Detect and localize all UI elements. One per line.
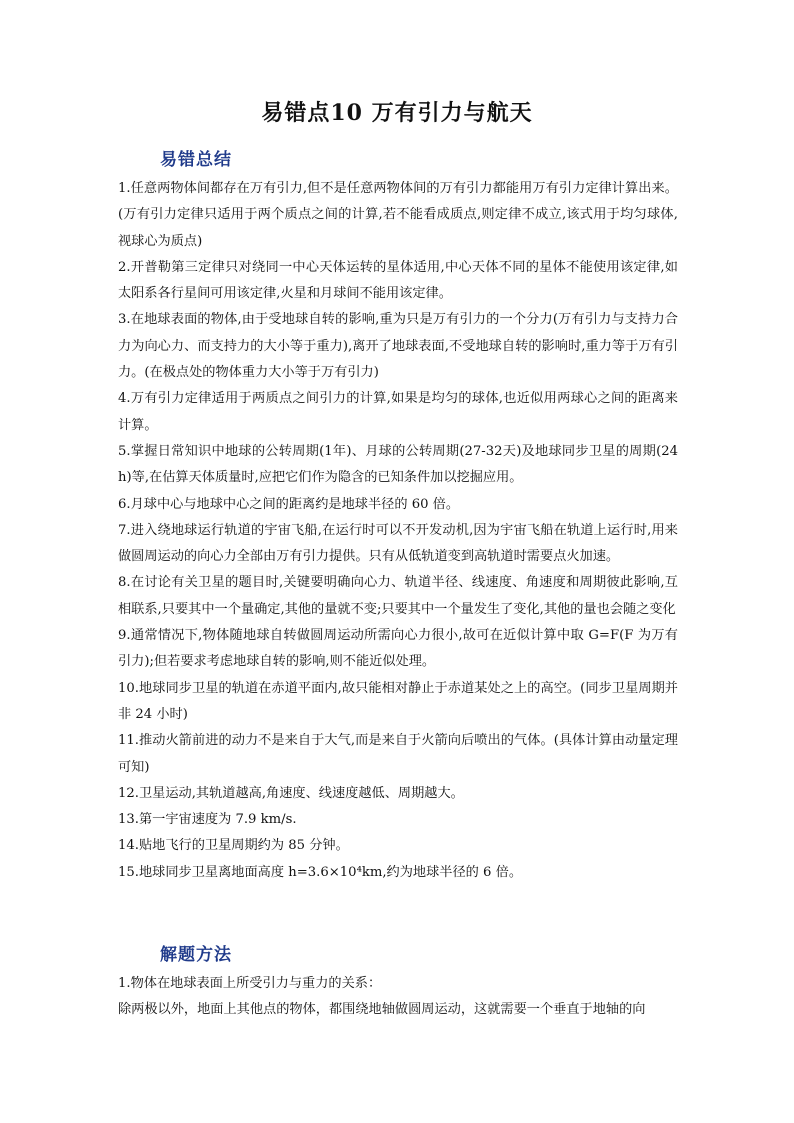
summary-item-15: 15.地球同步卫星离地面高度 h=3.6×10⁴km,约为地球半径的 6 倍。: [118, 864, 523, 880]
summary-list: [118, 176, 678, 886]
section-heading-methods: 解题方法: [160, 945, 232, 965]
summary-item-14: 14.贴地飞行的卫星周期约为 85 分钟。: [118, 838, 349, 854]
summary-item-8: 8.在讨论有关卫星的题目时,关键要明确向心力、轨道半径、线速度、角速度和周期彼此影响,互相联系,只要其中一个量确定,其他的量就不变;只要其中一个量发生了变化,其他的量也会随之变化: [118, 575, 678, 617]
summary-item-11: 11.推动火箭前进的动力不是来自于大气,而是来自于火箭向后喷出的气体。(具体计算由动量定理可知): [118, 733, 678, 775]
summary-item-7: 7.进入绕地球运行轨道的宇宙飞船,在运行时可以不开发动机,因为宇宙飞船在轨道上运行时,用来做圆周运动的向心力全部由万有引力提供。只有从低轨道变到高轨道时需要点火加速。: [118, 522, 678, 565]
methods-list: [118, 971, 678, 1024]
summary-item-5: 5.掌握日常知识中地球的公转周期(1年)、月球的公转周期(27-32天)及地球同步卫星的周期(24 h)等,在估算天体质量时,应把它们作为隐含的已知条件加以挖掘应用。: [118, 443, 678, 486]
summary-item-4: 4.万有引力定律适用于两质点之间引力的计算,如果是均匀的球体,也近似用两球心之间的距离来计算。: [118, 391, 678, 433]
summary-item-2: 2.开普勒第三定律只对绕同一中心天体运转的星体适用,中心天体不同的星体不能使用该定律,如太阳系各行星间可用该定律,火星和月球间不能用该定律。: [118, 259, 678, 302]
methods-item-2: 除两极以外，地面上其他点的物体，都围绕地轴做圆周运动，这就需要一个垂直于地轴的向: [118, 1002, 646, 1018]
summary-item-9: 9.通常情况下,物体随地球自转做圆周运动所需向心力很小,故可在近似计算中取 G=F(F 为万有引力);但若要求考虑地球自转的影响,则不能近似处理。: [118, 628, 678, 670]
summary-item-1: 1.任意两物体间都存在万有引力,但不是任意两物体间的万有引力都能用万有引力定律计算出来。(万有引力定律只适用于两个质点之间的计算,若不能看成质点,则定律不成立,该式用于均匀球体,视球心为质点): [118, 181, 678, 249]
summary-item-3: 3.在地球表面的物体,由于受地球自转的影响,重为只是万有引力的一个分力(万有引力与支持力合力为向心力、而支持力的大小等于重力),离开了地球表面,不受地球自转的影响时,重力等于万有引力。(在极点处的物体重力大小等于万有引力): [118, 312, 678, 381]
methods-item-1: 1.物体在地球表面上所受引力与重力的关系：: [118, 976, 382, 991]
summary-item-6: 6.月球中心与地球中心之间的距离约是地球半径的 60 倍。: [118, 496, 460, 512]
summary-item-13: 13.第一宇宙速度为 7.9 km/s.: [118, 812, 297, 828]
summary-item-10: 10.地球同步卫星的轨道在赤道平面内,故只能相对静止于赤道某处之上的高空。(同步卫星周期并非 24 小时): [118, 680, 678, 722]
summary-item-12: 12.卫星运动,其轨道越高,角速度、线速度越低、周期越大。: [118, 785, 464, 801]
document-title: 易错点10 万有引力与航天: [261, 100, 533, 126]
section-heading-summary: 易错总结: [160, 150, 232, 170]
